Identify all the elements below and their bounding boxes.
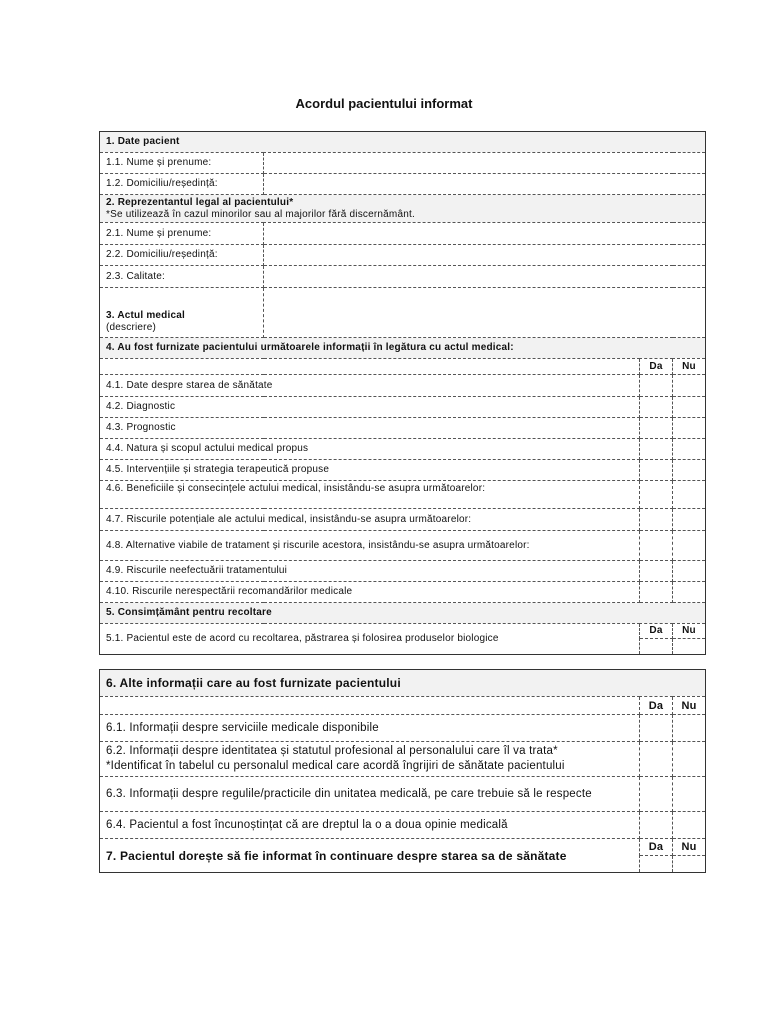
medical-act-label-cell xyxy=(100,288,264,338)
info-item-4-8: 4.8. Alternative viabile de tratament și riscurile acestora, insistându-se asupra următoarelor: xyxy=(100,531,640,561)
no-column-header: Nu xyxy=(673,359,706,375)
yes-column-header: Da xyxy=(640,359,673,375)
info-4-9-yes-checkbox[interactable] xyxy=(640,561,673,582)
info-4-6-no-checkbox[interactable] xyxy=(673,481,706,509)
info-item-4-2: 4.2. Diagnostic xyxy=(100,397,640,418)
other-info-6-3: 6.3. Informații despre regulile/practicile din unitatea medicală, pe care trebuie să le respecte xyxy=(100,777,640,812)
other-info-6-4: 6.4. Pacientul a fost încunoștințat că are dreptul la o a doua opinie medicală xyxy=(100,812,640,839)
other-info-6-4-no-checkbox[interactable] xyxy=(673,812,706,839)
section-6-spacer xyxy=(100,697,640,715)
section-5-header: 5. Consimțământ pentru recoltare xyxy=(100,603,706,624)
medical-act-row xyxy=(100,288,706,338)
patient-address-field[interactable] xyxy=(264,174,706,195)
representative-name-field[interactable] xyxy=(264,223,706,245)
info-item-row xyxy=(100,418,706,439)
info-item-4-3: 4.3. Prognostic xyxy=(100,418,640,439)
section-2-header: 2. Reprezentantul legal al pacientului* xyxy=(106,196,294,208)
consent-item-5-1: 5.1. Pacientul este de acord cu recoltarea, păstrarea și folosirea produselor biologice xyxy=(100,624,640,655)
info-item-row xyxy=(100,375,706,397)
yes-column-header: Da xyxy=(640,697,673,715)
representative-address-row xyxy=(100,245,706,266)
section-6-header-row xyxy=(100,670,706,697)
no-column-header: Nu xyxy=(673,624,706,639)
other-info-6-1-yes-checkbox[interactable] xyxy=(640,715,673,742)
yes-column-header: Da xyxy=(640,839,673,856)
other-info-6-2: 6.2. Informații despre identitatea și statutul profesional al personalului care îl va trata* xyxy=(106,745,558,757)
section-7-yes-no-header-row xyxy=(100,839,706,856)
info-item-row xyxy=(100,509,706,531)
patient-address-label: 1.2. Domiciliu/reședință: xyxy=(100,174,264,195)
info-item-row xyxy=(100,481,706,509)
info-item-4-10: 4.10. Riscurile nerespectării recomandărilor medicale xyxy=(100,582,640,603)
info-4-10-yes-checkbox[interactable] xyxy=(640,582,673,603)
representative-capacity-row xyxy=(100,266,706,288)
other-info-6-2-cell xyxy=(100,742,640,777)
section-6-yes-no-header-row xyxy=(100,697,706,715)
representative-capacity-field[interactable] xyxy=(264,266,706,288)
other-info-6-4-yes-checkbox[interactable] xyxy=(640,812,673,839)
representative-address-field[interactable] xyxy=(264,245,706,266)
section-5-header-row xyxy=(100,603,706,624)
medical-act-description-field[interactable] xyxy=(264,288,706,338)
other-info-6-2-no-checkbox[interactable] xyxy=(673,742,706,777)
info-4-6-yes-checkbox[interactable] xyxy=(640,481,673,509)
section-2-header-row xyxy=(100,195,706,223)
section-2-note: *Se utilizează în cazul minorilor sau al majorilor fără discernământ. xyxy=(106,208,415,220)
info-item-row xyxy=(100,531,706,561)
section-7-header: 7. Pacientul dorește să fie informat în continuare despre starea sa de sănătate xyxy=(100,839,640,873)
info-item-4-1: 4.1. Date despre starea de sănătate xyxy=(100,375,640,397)
representative-name-row xyxy=(100,223,706,245)
section-2-header-cell xyxy=(100,195,706,223)
section-4-header: 4. Au fost furnizate pacientului următoarele informații în legătura cu actul medical: xyxy=(100,338,706,359)
section-4-spacer xyxy=(100,359,640,375)
consent-form-table-other xyxy=(99,669,706,873)
info-4-3-yes-checkbox[interactable] xyxy=(640,418,673,439)
no-column-header: Nu xyxy=(673,697,706,715)
section-1-header: 1. Date pacient xyxy=(100,132,706,153)
section-4-header-row xyxy=(100,338,706,359)
info-item-row xyxy=(100,460,706,481)
info-4-10-no-checkbox[interactable] xyxy=(673,582,706,603)
info-4-4-no-checkbox[interactable] xyxy=(673,439,706,460)
other-info-row xyxy=(100,777,706,812)
info-item-4-6: 4.6. Beneficiile și consecințele actului medical, insistându-se asupra următoarelor: xyxy=(100,481,640,509)
consent-5-1-no-checkbox[interactable] xyxy=(673,639,706,655)
info-item-4-7: 4.7. Riscurile potențiale ale actului medical, insistându-se asupra următoarelor: xyxy=(100,509,640,531)
patient-name-field[interactable] xyxy=(264,153,706,174)
info-4-1-yes-checkbox[interactable] xyxy=(640,375,673,397)
medical-act-sublabel: (descriere) xyxy=(106,322,156,333)
other-info-row xyxy=(100,812,706,839)
info-4-7-yes-checkbox[interactable] xyxy=(640,509,673,531)
info-4-4-yes-checkbox[interactable] xyxy=(640,439,673,460)
no-column-header: Nu xyxy=(673,839,706,856)
patient-name-row xyxy=(100,153,706,174)
info-4-2-no-checkbox[interactable] xyxy=(673,397,706,418)
further-info-yes-checkbox[interactable] xyxy=(640,856,673,873)
info-item-row xyxy=(100,561,706,582)
other-info-6-3-yes-checkbox[interactable] xyxy=(640,777,673,812)
info-item-4-4: 4.4. Natura și scopul actului medical propus xyxy=(100,439,640,460)
info-item-4-9: 4.9. Riscurile neefectuării tratamentului xyxy=(100,561,640,582)
yes-column-header: Da xyxy=(640,624,673,639)
info-4-9-no-checkbox[interactable] xyxy=(673,561,706,582)
info-item-row xyxy=(100,439,706,460)
other-info-6-2-yes-checkbox[interactable] xyxy=(640,742,673,777)
section-6-header: 6. Alte informații care au fost furnizate pacientului xyxy=(100,670,706,697)
info-4-5-no-checkbox[interactable] xyxy=(673,460,706,481)
other-info-6-1-no-checkbox[interactable] xyxy=(673,715,706,742)
other-info-row xyxy=(100,715,706,742)
other-info-row xyxy=(100,742,706,777)
document-title: Acordul pacientului informat xyxy=(295,96,473,111)
representative-capacity-label: 2.3. Calitate: xyxy=(100,266,264,288)
further-info-no-checkbox[interactable] xyxy=(673,856,706,873)
consent-form-table-main xyxy=(99,131,706,655)
patient-address-row xyxy=(100,174,706,195)
other-info-6-3-no-checkbox[interactable] xyxy=(673,777,706,812)
info-4-8-no-checkbox[interactable] xyxy=(673,531,706,561)
info-4-3-no-checkbox[interactable] xyxy=(673,418,706,439)
patient-name-label: 1.1. Nume și prenume: xyxy=(100,153,264,174)
medical-act-label: 3. Actul medical xyxy=(106,310,185,321)
info-4-2-yes-checkbox[interactable] xyxy=(640,397,673,418)
representative-address-label: 2.2. Domiciliu/reședință: xyxy=(100,245,264,266)
representative-name-label: 2.1. Nume și prenume: xyxy=(100,223,264,245)
info-item-row xyxy=(100,582,706,603)
info-4-7-no-checkbox[interactable] xyxy=(673,509,706,531)
info-4-8-yes-checkbox[interactable] xyxy=(640,531,673,561)
info-4-5-yes-checkbox[interactable] xyxy=(640,460,673,481)
info-item-row xyxy=(100,397,706,418)
section-5-yes-no-header-row xyxy=(100,624,706,639)
section-1-header-row xyxy=(100,132,706,153)
consent-5-1-yes-checkbox[interactable] xyxy=(640,639,673,655)
info-item-4-5: 4.5. Intervențiile și strategia terapeutică propuse xyxy=(100,460,640,481)
info-4-1-no-checkbox[interactable] xyxy=(673,375,706,397)
other-info-6-1: 6.1. Informații despre serviciile medicale disponibile xyxy=(100,715,640,742)
section-4-yes-no-header-row xyxy=(100,359,706,375)
other-info-6-2-note: *Identificat în tabelul cu personalul medical care acordă îngrijiri de sănătate pacientului xyxy=(106,760,565,772)
